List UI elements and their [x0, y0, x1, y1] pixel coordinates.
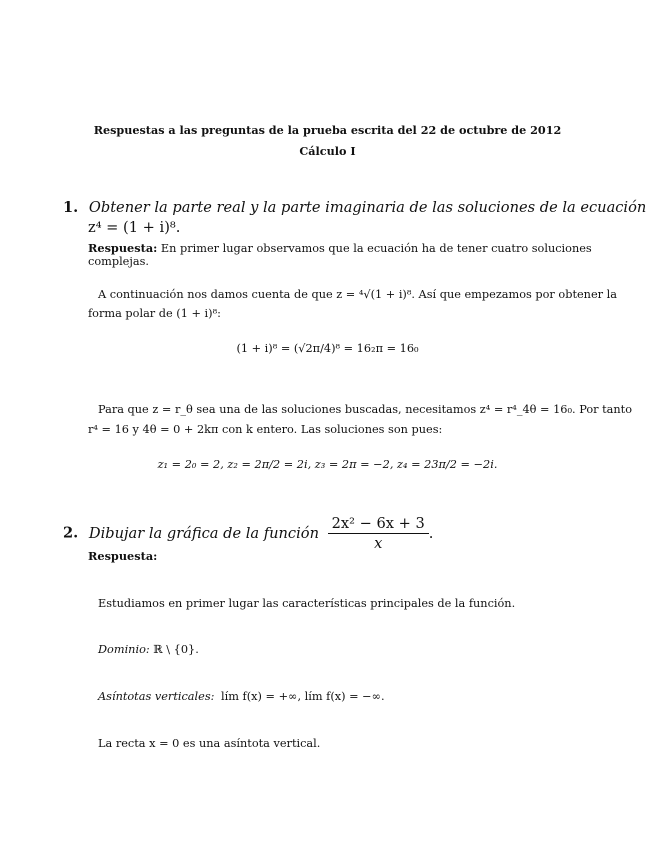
- q1-number: 1.: [63, 199, 79, 216]
- q1-equation-solutions: z₁ = 2₀ = 2, z₂ = 2π/2 = 2i, z₃ = 2π = −2, z₄ = 23π/2 = −2i.: [157, 458, 498, 471]
- q1-answer-intro: En primer lugar observamos que la ecuación ha de tener cuatro soluciones complejas.: [88, 242, 592, 268]
- q2-domain: [98, 643, 199, 656]
- q2-fraction-denominator: x: [374, 535, 383, 552]
- q2-number: 2.: [63, 524, 79, 542]
- q2-answer-label: Respuesta:: [88, 549, 158, 563]
- q2-asymptotes-value: lím f(x) = +∞, lím f(x) = −∞.: [221, 690, 385, 703]
- q1-para2-line1: Para que z = r_θ sea una de las soluciones buscadas, necesitamos z⁴ = r⁴_4θ = 16₀. Por tanto: [98, 403, 633, 416]
- q2-asymptotes: [98, 690, 385, 703]
- q1-para1-line2: forma polar de (1 + i)⁸:: [88, 307, 221, 320]
- q1-para1-line1: A continuación nos damos cuenta de que z = ⁴√(1 + i)⁸. Así que empezamos por obtener la: [98, 288, 617, 301]
- document-subtitle: Cálculo I: [299, 144, 356, 158]
- q1-answer-label: Respuesta:: [88, 241, 158, 255]
- q2-function-fraction: [328, 515, 429, 552]
- q2-domain-label: Dominio:: [98, 643, 150, 656]
- q2-heading: 2. Dibujar la gráfica de la función $\frac{\text{2x² − 6x + 3}}{x}$ .: [63, 515, 434, 552]
- q1-para2-line2: r⁴ = 16 y 4θ = 0 + 2kπ con k entero. Las soluciones son pues:: [88, 423, 443, 436]
- q1-statement-line1: Obtener la parte real y la parte imaginaria de las soluciones de la ecuación: [88, 199, 647, 216]
- q2-fraction-numerator: 2x² − 6x + 3: [328, 515, 429, 534]
- q1-equation-polar: (1 + i)⁸ = (√2π/4)⁸ = 16₂π = 16₀: [236, 342, 419, 355]
- q1-statement-line2: z⁴ = (1 + i)⁸.: [88, 219, 181, 236]
- q2-para1: Estudiamos en primer lugar las características principales de la función.: [98, 597, 516, 610]
- document-title: Respuestas a las preguntas de la prueba escrita del 22 de octubre de 2012: [93, 123, 562, 137]
- q1-heading: [63, 199, 646, 216]
- q2-statement: Dibujar la gráfica de la función: [88, 525, 319, 542]
- q2-domain-value: ℝ \ {0}.: [153, 643, 199, 656]
- q2-asymptotes-label: Asíntotas verticales:: [98, 690, 215, 703]
- q1-answer: [88, 241, 655, 268]
- q2-last-line: La recta x = 0 es una asíntota vertical.: [98, 737, 321, 750]
